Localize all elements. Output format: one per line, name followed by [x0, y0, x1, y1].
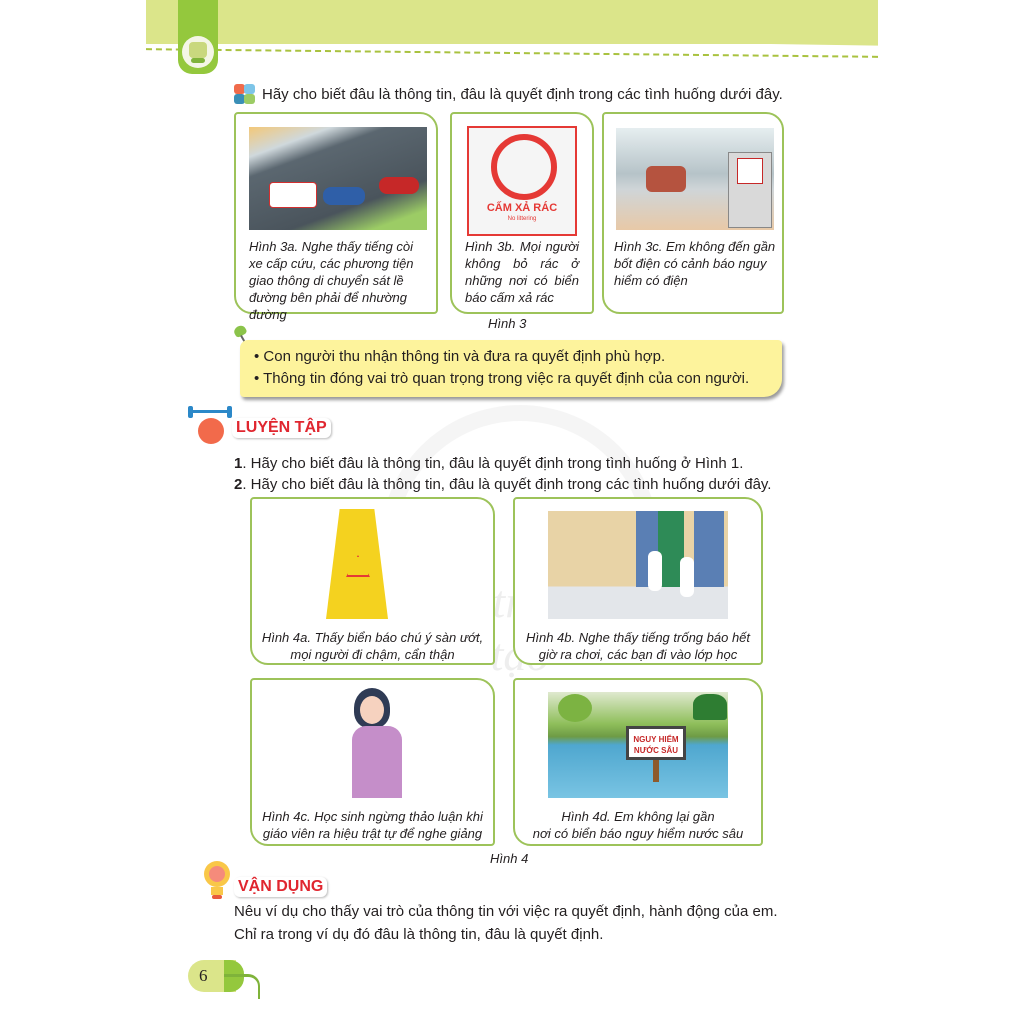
apply-text-line-2: Chỉ ra trong ví dụ đó đâu là thông tin, đâu là quyết định. — [234, 926, 604, 943]
ambulance-traffic-illustration — [249, 127, 427, 230]
puzzle-icon — [234, 84, 256, 104]
mouse-cable-icon — [224, 974, 260, 999]
sign-subtext: No littering — [507, 216, 537, 222]
practice-question-1 — [234, 455, 743, 472]
sign-text: CẤM XẢ RÁC — [486, 202, 558, 214]
figure-label-3: Hình 3 — [488, 316, 527, 331]
lightbulb-brain-icon — [200, 855, 234, 901]
section-title-apply: VẬN DỤNG — [234, 877, 327, 897]
figure-caption-4b: Hình 4b. Nghe thấy tiếng trống báo hết giờ ra chơi, các bạn đi vào lớp học — [525, 630, 751, 662]
weightlifting-mascot-icon — [188, 408, 232, 448]
note-item: • Con người thu nhận thông tin và đưa ra quyết định phù hợp. — [254, 348, 666, 365]
figure-card-4a — [250, 497, 495, 665]
page-number: 6 — [199, 966, 208, 985]
sign-text-line: NGUY HIỂM — [633, 735, 679, 744]
prohibition-icon — [491, 134, 557, 200]
wet-floor-caution-sign — [322, 509, 402, 619]
question-text: . Hãy cho biết đâu là thông tin, đâu là quyết định trong tình huống ở Hình 1. — [242, 455, 744, 472]
figure-card-3b — [450, 112, 594, 314]
apply-header — [200, 855, 327, 901]
note-item: • Thông tin đóng vai trò quan trọng trong việc ra quyết định của con người. — [254, 370, 750, 387]
question-number: 1 — [234, 455, 243, 472]
question-text: . Hãy cho biết đâu là thông tin, đâu là quyết định trong các tình huống dưới đây. — [242, 476, 772, 493]
question-number: 2 — [234, 476, 243, 493]
figure-caption-3c: Hình 3c. Em không đến gần bốt điện có cảnh báo nguy hiểm có điện — [614, 239, 776, 288]
figure-caption-4d: Hình 4d. Em không lại gần nơi có biển báo nguy hiểm nước sâu — [532, 809, 744, 841]
sign-text-line: NƯỚC SÂU — [633, 746, 679, 755]
figure-card-4d — [513, 678, 763, 846]
key-takeaway-note — [240, 340, 782, 397]
figure-card-3c — [602, 112, 784, 314]
intro-prompt — [234, 84, 783, 104]
deep-water-danger-sign — [548, 692, 728, 798]
practice-question-2 — [234, 476, 771, 493]
figure-caption-3b: Hình 3b. Mọi người không bỏ rác ở những nơi có biển báo cấm xả rác — [465, 239, 579, 305]
no-littering-sign — [467, 126, 577, 236]
practice-header — [188, 408, 331, 448]
intro-text: Hãy cho biết đâu là thông tin, đâu là quyết định trong các tình huống dưới đây. — [262, 85, 783, 103]
figure-card-3a — [234, 112, 438, 322]
section-title-practice: LUYỆN TẬP — [232, 418, 331, 438]
figure-card-4b — [513, 497, 763, 665]
figure-caption-4c: Hình 4c. Học sinh ngừng thảo luận khi giáo viên ra hiệu trật tự để nghe giảng — [262, 809, 483, 841]
figure-caption-4a: Hình 4a. Thấy biển báo chú ý sàn ướt, mọi người đi chậm, cẩn thận — [261, 630, 484, 662]
figure-card-4c — [250, 678, 495, 846]
apply-text-line-1: Nêu ví dụ cho thấy vai trò của thông tin với việc ra quyết định, hành động của em. — [234, 903, 778, 920]
figure-caption-3a: Hình 3a. Nghe thấy tiếng còi xe cấp cứu, các phương tiện giao thông di chuyển sát lề đường bên phải để nhường đường — [249, 239, 414, 322]
students-entering-classroom — [548, 511, 728, 619]
electric-box-street-illustration — [616, 128, 774, 230]
robot-base-icon — [191, 58, 205, 63]
figure-label-4: Hình 4 — [490, 851, 529, 866]
robot-icon — [189, 42, 207, 58]
teacher-shush-gesture — [342, 686, 412, 798]
